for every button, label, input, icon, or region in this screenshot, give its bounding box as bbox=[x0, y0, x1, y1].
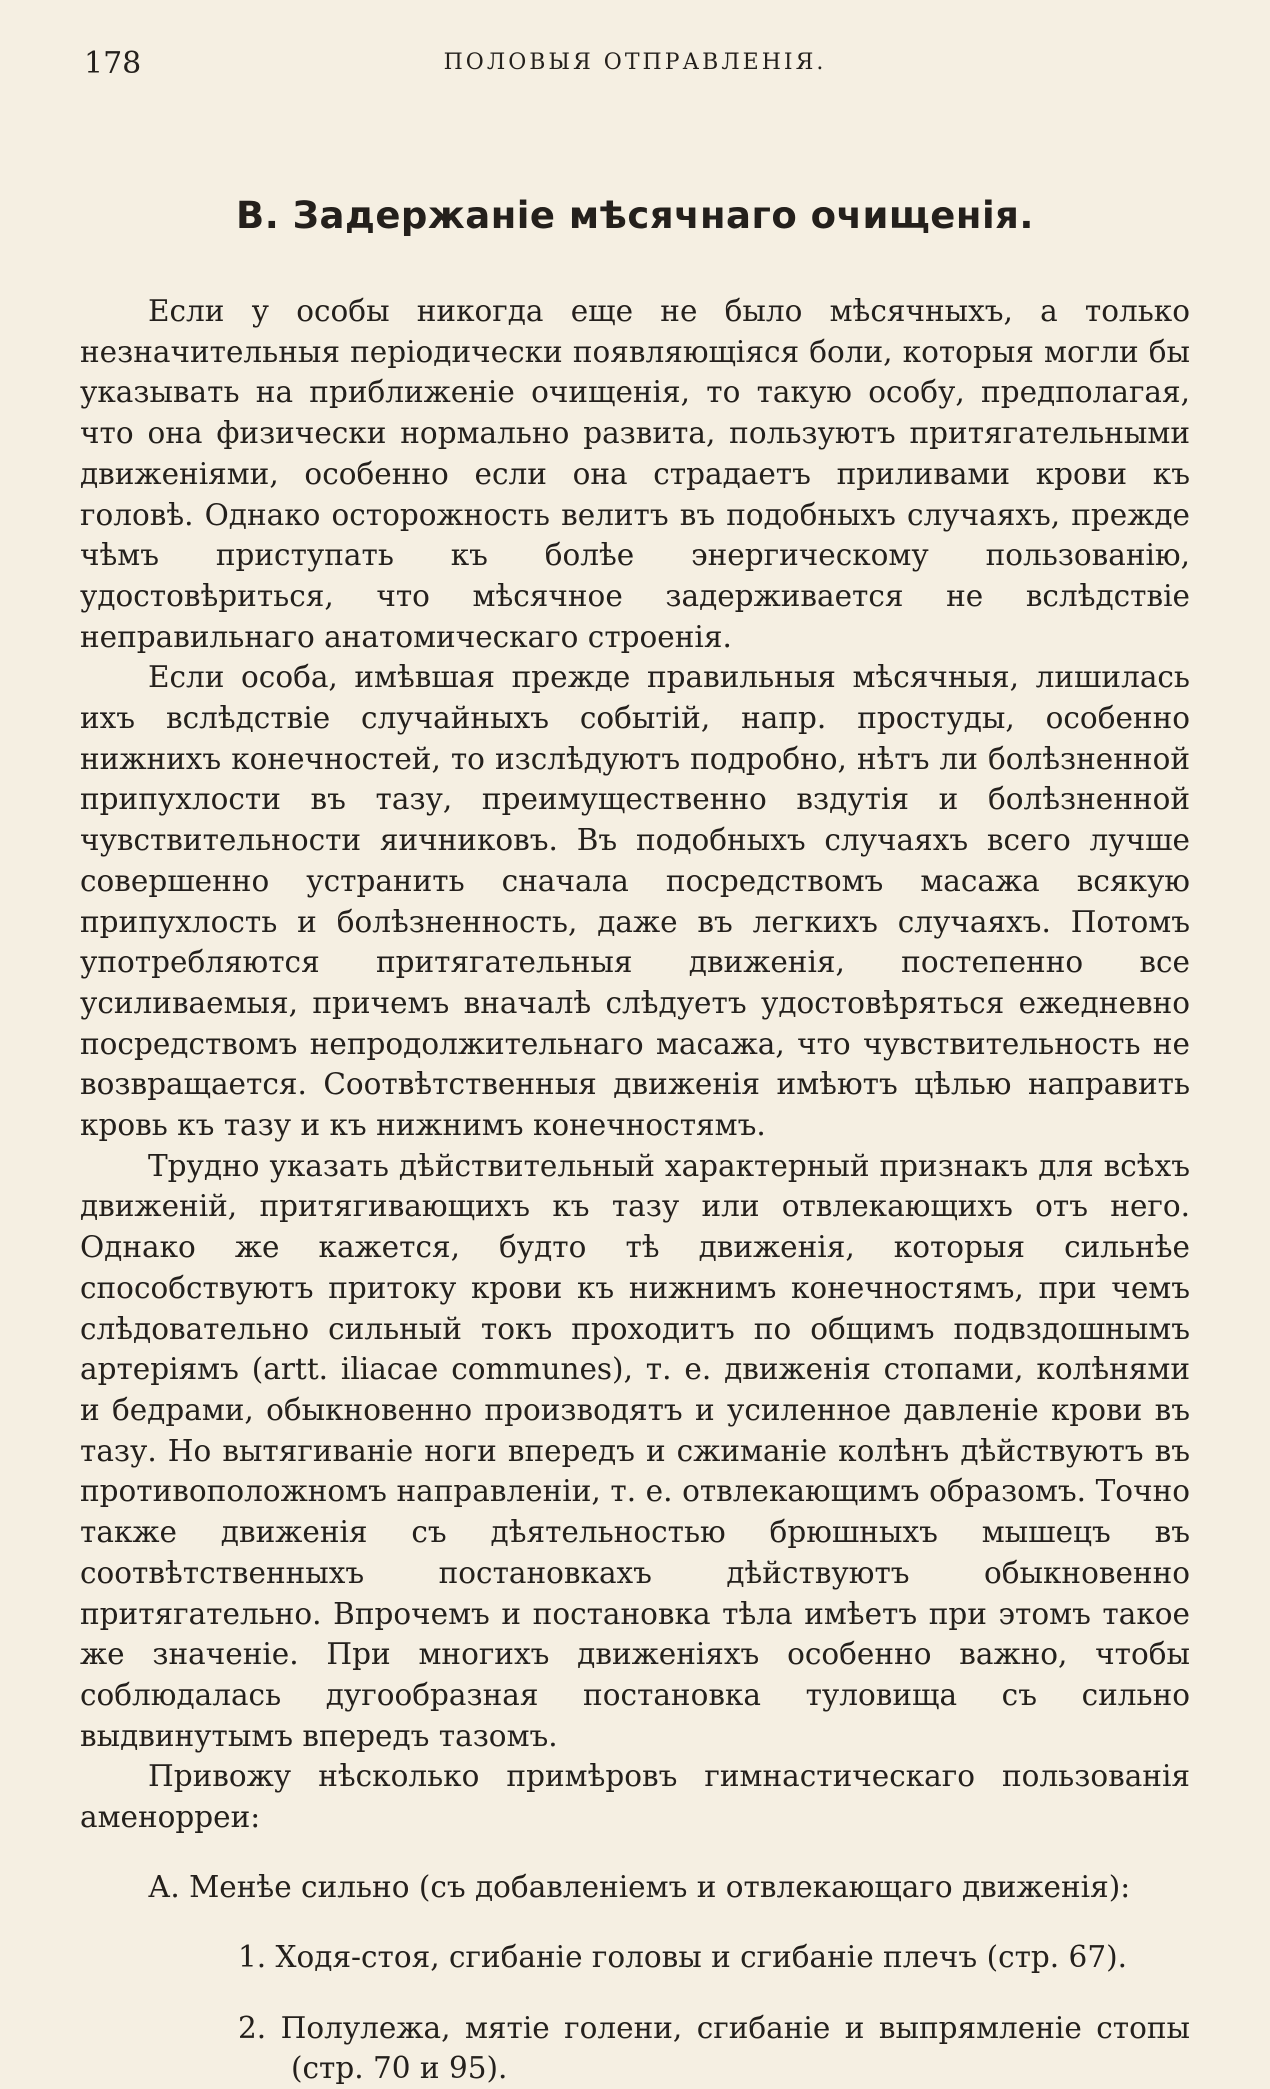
running-title: ПОЛОВЫЯ ОТПРАВЛЕНІЯ. bbox=[443, 50, 827, 75]
list-item-2: 2. Полулежа, мятіе голени, сгибаніе и выпрямленіе стопы (стр. 70 и 95). bbox=[238, 2010, 1190, 2086]
running-head bbox=[80, 40, 1190, 84]
exercise-list bbox=[80, 1867, 1190, 2089]
section-title: B. Задержаніе мѣсячнаго очищенія. bbox=[236, 194, 1034, 237]
page-number: 178 bbox=[84, 46, 142, 81]
paragraph-3: Трудно указать дѣйствительный характерный признакъ для всѣхъ движеній, притягивающихъ къ тазу или отвлекающихъ отъ него. Однако же кажется, будто тѣ движенія, которыя сильнѣе способствуютъ притоку крови къ нижнимъ конечностямъ, при чемъ слѣдовательно сильный токъ проходитъ по общимъ подвздошнымъ артеріямъ (artt. iliacae communes), т. е. движенія стопами, колѣнями и бедрами, обыкновенно производятъ и усиленное давленіе крови въ тазу. Но вытягиваніе ноги впередъ и сжиманіе колѣнъ дѣйствуютъ въ противоположномъ направленіи, т. е. отвлекающимъ образомъ. Точно также движенія съ дѣятельностью брюшныхъ мышецъ въ соотвѣтственныхъ постановкахъ дѣйствуютъ обыкновенно притягательно. Впрочемъ и постановка тѣла имѣетъ при этомъ такое же значеніе. При многихъ движеніяхъ особенно важно, чтобы соблюдалась дугообразная постановка туловища съ сильно выдвинутымъ впередъ тазомъ. bbox=[80, 1148, 1190, 1753]
paragraph-2: Если особа, имѣвшая прежде правильныя мѣсячныя, лишилась ихъ вслѣдствіе случайныхъ событій, напр. простуды, особенно нижнихъ конечностей, то изслѣдуютъ подробно, нѣтъ ли болѣзненной припухлости въ тазу, преимущественно вздутія и болѣзненной чувствительности яичниковъ. Въ подобныхъ случаяхъ всего лучше совершенно устранить сначала посредствомъ масажа всякую припухлость и болѣзненность, даже въ легкихъ случаяхъ. Потомъ употребляются притягательныя движенія, постепенно все усиливаемыя, причемъ вначалѣ слѣдуетъ удостовѣряться ежедневно посредствомъ непродолжительнаго масажа, что чувствительность не возвращается. Соотвѣтственныя движенія имѣютъ цѣлью направить кровь къ тазу и къ нижнимъ конечностямъ. bbox=[80, 660, 1190, 1143]
list-group-a: А. Менѣе сильно (съ добавленіемъ и отвлекающаго движенія): bbox=[148, 1870, 1131, 1905]
list-item-1: 1. Ходя-стоя, сгибаніе головы и сгибаніе плечъ (стр. 67). bbox=[238, 1940, 1127, 1975]
paragraph-4: Привожу нѣсколько примѣровъ гимнастическаго пользованія аменорреи: bbox=[80, 1759, 1190, 1835]
body-text bbox=[80, 291, 1190, 2089]
paragraph-1: Если у особы никогда еще не было мѣсячныхъ, а только незначительныя періодически появляющіяся боли, которыя могли бы указывать на приближеніе очищенія, то такую особу, предполагая, что она физически нормально развита, пользуютъ притягательными движеніями, особенно если она страдаетъ приливами крови къ головѣ. Однако осторожность велитъ въ подобныхъ случаяхъ, прежде чѣмъ приступать къ болѣе энергическому пользованію, удостовѣриться, что мѣсячное задерживается не вслѣдствіе неправильнаго анатомическаго строенія. bbox=[80, 294, 1190, 654]
